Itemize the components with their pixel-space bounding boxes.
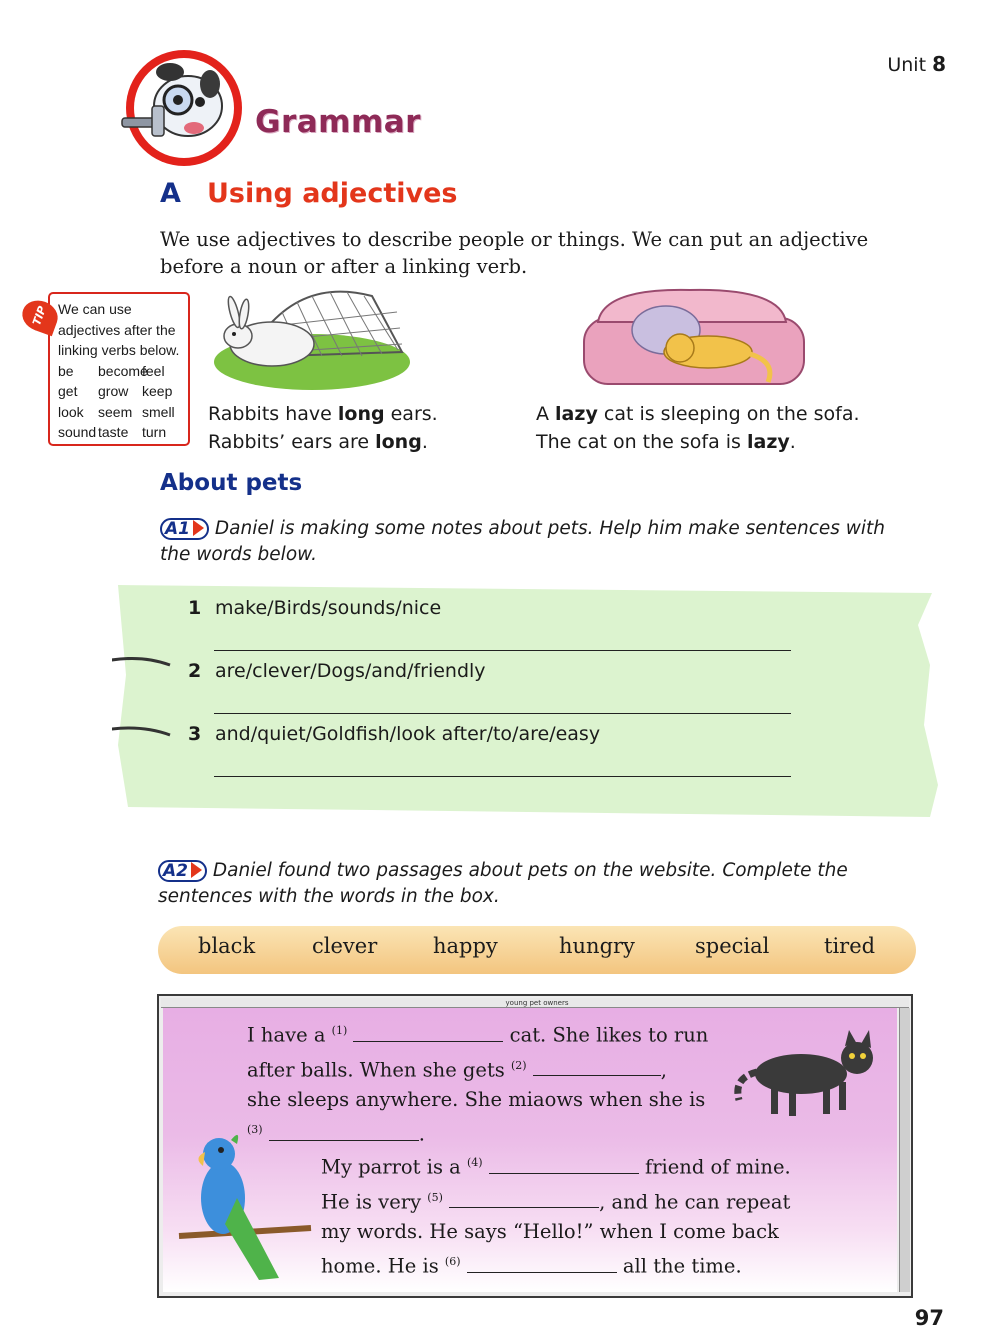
verb: taste (98, 424, 129, 440)
blank-1[interactable] (353, 1021, 503, 1042)
rabbit-sentence-1: Rabbits have long ears. (208, 403, 438, 425)
tip-text: We can use adjectives after the linking verbs below. (58, 301, 180, 358)
website-window (157, 994, 913, 1298)
verb: keep (142, 383, 173, 399)
parrot-illustration (175, 1128, 315, 1288)
linking-verbs-grid (58, 361, 188, 443)
word-option: hungry (559, 934, 635, 958)
a1-badge: A1 (160, 518, 209, 540)
word-option: tired (824, 934, 876, 958)
blank-5[interactable] (449, 1187, 599, 1208)
section-title: Using adjectives (207, 178, 458, 209)
about-pets-heading: About pets (160, 470, 303, 496)
rabbit-example (208, 400, 438, 456)
word-option: happy (433, 934, 498, 958)
a1-answer-line-1[interactable] (214, 650, 791, 651)
verb: turn (142, 424, 167, 440)
window-title: young pet owners (505, 999, 569, 1007)
verb: be (58, 362, 74, 379)
green-note-paper (112, 585, 942, 820)
cat-sentence-1: A lazy cat is sleeping on the sofa. (536, 403, 860, 425)
verb: become (98, 362, 148, 379)
tip-badge: TIP (18, 296, 62, 337)
unit-number: 8 (932, 52, 946, 76)
section-letter: A (160, 178, 181, 209)
word-option: black (198, 934, 256, 958)
a2-instruction: A2 Daniel found two passages about pets on the website. Complete the sentences with the words in the box. (158, 860, 848, 907)
window-scrollbar[interactable] (899, 1008, 910, 1292)
window-content (163, 1008, 897, 1292)
verb: feel (142, 362, 165, 379)
blank-2[interactable] (533, 1055, 661, 1076)
grammar-dog-mascot-icon (112, 44, 242, 168)
word-option: clever (312, 934, 378, 958)
passage-parrot: My parrot is a $^{(4)}$ friend of mine. He is very $^{(5)}$ , and he can repeat my words. He says “Hello!” when I come back home. He is $^{(6)}$ all the time. (321, 1148, 891, 1282)
word-option: special (695, 934, 770, 958)
a1-instruction: A1 Daniel is making some notes about pets. Help him make sentences with the words below. (160, 518, 886, 565)
page-number: 97 (914, 1306, 944, 1330)
intro-paragraph: We use adjectives to describe people or things. We can put an adjective before a noun or after a linking verb. (160, 228, 869, 278)
window-title-bar (161, 998, 909, 1008)
verb: look (58, 403, 84, 420)
verb: seem (98, 403, 133, 420)
a1-answer-line-3[interactable] (214, 776, 791, 777)
verb: get (58, 383, 78, 399)
cat-on-sofa-illustration (580, 282, 808, 394)
passage-cat: I have a $^{(1)}$ cat. She likes to run after balls. When she gets $^{(2)}$ , she sleeps anywhere. She miaows when she is $^{(3)}$ . (247, 1016, 747, 1150)
tip-box (48, 292, 190, 446)
blank-6[interactable] (467, 1252, 617, 1273)
verb: sound (58, 424, 97, 440)
a1-answer-line-2[interactable] (214, 713, 791, 714)
word-box (158, 926, 916, 974)
unit-label: Unit 8 (887, 52, 946, 76)
rabbit-sentence-2: Rabbits’ ears are long. (208, 431, 428, 453)
cat-sentence-2: The cat on the sofa is lazy. (536, 431, 796, 453)
verb: smell (142, 403, 175, 420)
blank-4[interactable] (489, 1153, 639, 1174)
black-cat-illustration (731, 1028, 891, 1120)
cat-example (536, 400, 860, 456)
verb: grow (98, 383, 129, 399)
rabbit-illustration (212, 282, 412, 394)
a2-badge: A2 (158, 860, 207, 882)
grammar-title: Grammar (255, 104, 421, 140)
